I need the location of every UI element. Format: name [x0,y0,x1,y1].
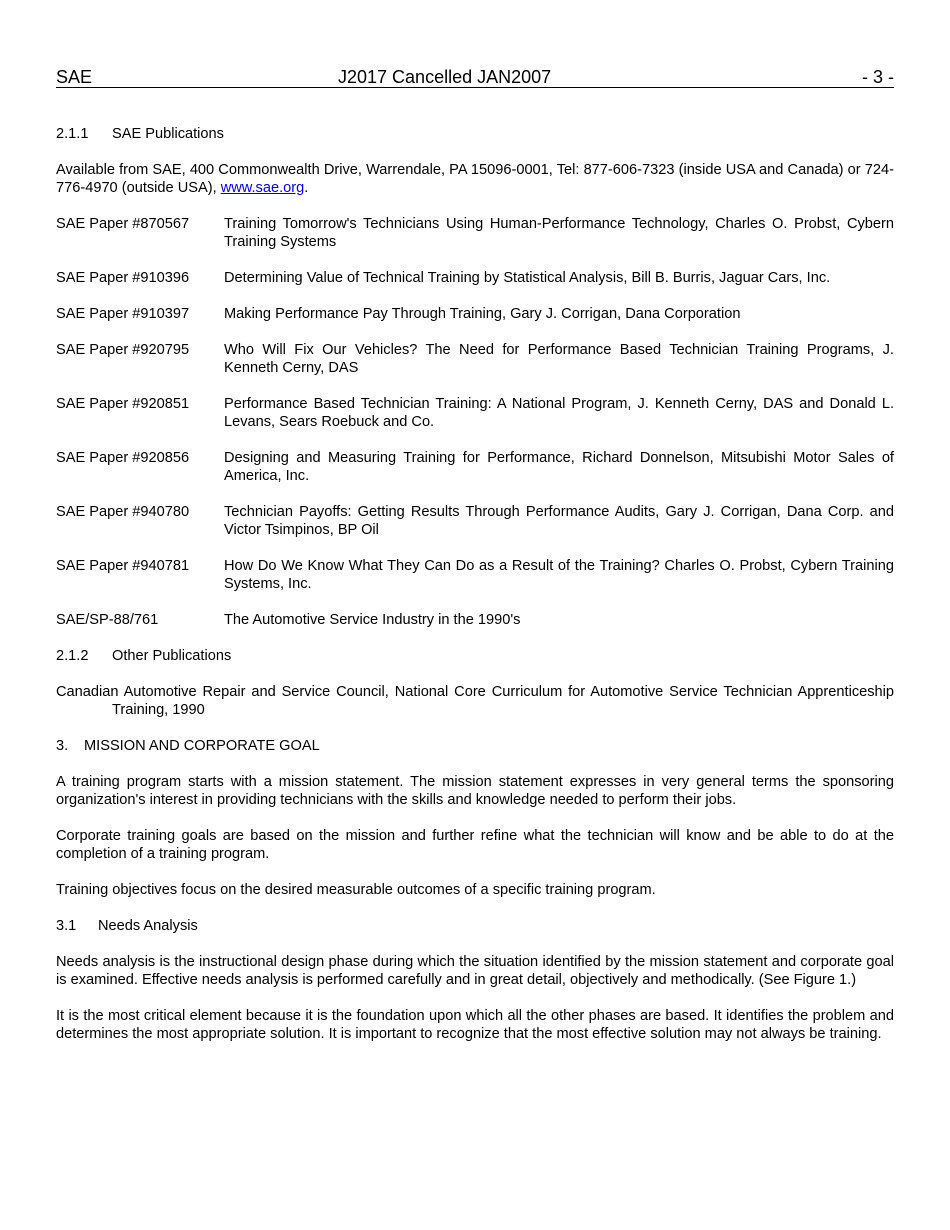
reference-description: Determining Value of Technical Training by Statistical Analysis, Bill B. Burris, Jaguar Cars, Inc. [224,270,831,286]
section-number: 3. [56,738,69,754]
header-doc-id: J2017 Cancelled JAN2007 [338,67,552,87]
availability-period: . [304,180,309,196]
heading-2-1-1 [56,125,894,143]
reference-list [56,215,894,629]
mission-paragraph-2: Corporate training goals are based on the mission and further refine what the technician will know and be able to do at the completion of a training program. [56,828,894,862]
heading-3-1 [56,917,894,935]
reference-item [56,305,894,323]
document-body [56,125,894,1061]
section-title: Needs Analysis [98,918,198,934]
reference-description: Training Tomorrow's Technicians Using Human-Performance Technology, Charles O. Probst, Cybern Training Systems [224,216,894,250]
reference-item [56,395,894,431]
heading-3 [56,737,894,755]
reference-item [56,503,894,539]
reference-item [56,611,894,629]
other-publication-entry: Canadian Automotive Repair and Service Council, National Core Curriculum for Automotive Service Technician Apprenticeship Training, 1990 [56,684,894,718]
page-header [56,66,894,88]
section-title: SAE Publications [112,126,224,142]
reference-description: Technician Payoffs: Getting Results Through Performance Audits, Gary J. Corrigan, Dana Corp. and Victor Tsimpinos, BP Oil [224,504,894,538]
section-number: 3.1 [56,918,77,934]
reference-description: The Automotive Service Industry in the 1990's [224,612,521,628]
header-page-number: - 3 - [861,67,894,87]
section-title: MISSION AND CORPORATE GOAL [84,738,320,754]
reference-code: SAE/SP-88/761 [56,612,159,628]
reference-code: SAE Paper #920856 [56,450,190,466]
sae-website-link[interactable]: www.sae.org [220,180,305,196]
reference-code: SAE Paper #910397 [56,306,190,322]
mission-paragraph-3: Training objectives focus on the desired measurable outcomes of a specific training program. [56,882,656,898]
reference-code: SAE Paper #870567 [56,216,190,232]
reference-description: Performance Based Technician Training: A National Program, J. Kenneth Cerny, DAS and Donald L. Levans, Sears Roebuck and Co. [224,396,894,430]
reference-item [56,557,894,593]
reference-description: Who Will Fix Our Vehicles? The Need for Performance Based Technician Training Programs, J. Kenneth Cerny, DAS [224,342,894,376]
section-number: 2.1.2 [56,648,89,664]
section-number: 2.1.1 [56,126,89,142]
needs-analysis-paragraph-2: It is the most critical element because it is the foundation upon which all the other phases are based. It identifies the problem and determines the most appropriate solution. It is important to recognize that the most effective solution may not always be training. [56,1008,894,1042]
mission-paragraph-1: A training program starts with a mission statement. The mission statement expresses in very general terms the sponsoring organization's interest in providing technicians with the skills and knowledge needed to perform their jobs. [56,774,894,808]
reference-code: SAE Paper #940780 [56,504,190,520]
reference-code: SAE Paper #910396 [56,270,190,286]
reference-item [56,341,894,377]
reference-code: SAE Paper #920795 [56,342,190,358]
reference-item [56,269,894,287]
availability-paragraph [56,161,894,197]
reference-code: SAE Paper #940781 [56,558,190,574]
header-org: SAE [56,67,93,87]
reference-code: SAE Paper #920851 [56,396,190,412]
section-title: Other Publications [112,648,232,664]
heading-2-1-2 [56,647,894,665]
needs-analysis-paragraph-1: Needs analysis is the instructional design phase during which the situation identified by the mission statement and corporate goal is examined. Effective needs analysis is performed carefully and in great detail, objectively and methodically. (See Figure 1.) [56,954,894,988]
reference-description: How Do We Know What They Can Do as a Result of the Training? Charles O. Probst, Cybern Training Systems, Inc. [224,558,894,592]
reference-description: Making Performance Pay Through Training, Gary J. Corrigan, Dana Corporation [224,306,741,322]
availability-text: Available from SAE, 400 Commonwealth Drive, Warrendale, PA 15096-0001, Tel: 877-606-7323 (inside USA and Canada) or 724-776-4970 (outside USA), [56,162,894,196]
reference-item [56,215,894,251]
reference-item [56,449,894,485]
reference-description: Designing and Measuring Training for Performance, Richard Donnelson, Mitsubishi Motor Sales of America, Inc. [224,450,894,484]
